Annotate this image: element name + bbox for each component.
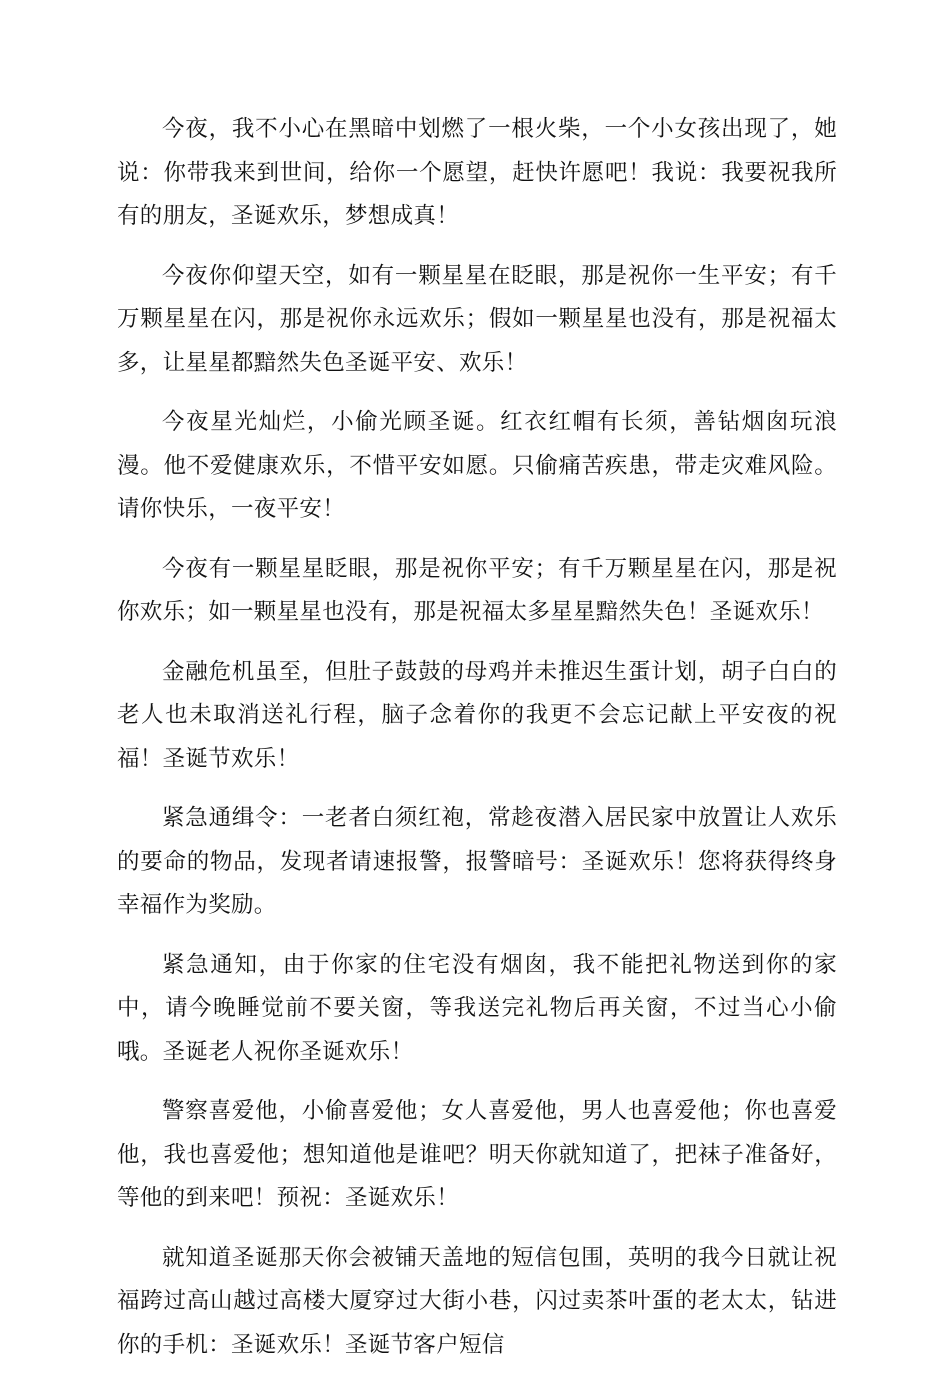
paragraph-9: 就知道圣诞那天你会被铺天盖地的短信包围，英明的我今日就让祝福跨过高山越过高楼大厦穿过大街小巷，闪过卖茶叶蛋的老太太，钻进你的手机：圣诞欢乐！圣诞节客户短信 <box>117 1244 837 1358</box>
paragraph-7: 紧急通知，由于你家的住宅没有烟囱，我不能把礼物送到你的家中，请今晚睡觉前不要关窗，等我送完礼物后再关窗，不过当心小偷哦。圣诞老人祝你圣诞欢乐！ <box>117 951 837 1065</box>
paragraph-6: 紧急通缉令：一老者白须红袍，常趁夜潜入居民家中放置让人欢乐的要命的物品，发现者请速报警，报警暗号：圣诞欢乐！您将获得终身幸福作为奖励。 <box>117 805 837 918</box>
paragraph-1: 今夜，我不小心在黑暗中划燃了一根火柴，一个小女孩出现了，她说：你带我来到世间，给你一个愿望，赶快许愿吧！我说：我要祝我所有的朋友，圣诞欢乐，梦想成真！ <box>117 116 837 229</box>
paragraph-8: 警察喜爱他，小偷喜爱他；女人喜爱他，男人也喜爱他；你也喜爱他，我也喜爱他；想知道他是谁吧？明天你就知道了，把袜子准备好，等他的到来吧！预祝：圣诞欢乐！ <box>117 1098 837 1211</box>
paragraph-3: 今夜星光灿烂，小偷光顾圣诞。红衣红帽有长须，善钻烟囱玩浪漫。他不爱健康欢乐，不惜平安如愿。只偷痛苦疾患，带走灾难风险。请你快乐，一夜平安！ <box>117 409 837 522</box>
paragraph-4: 今夜有一颗星星眨眼，那是祝你平安；有千万颗星星在闪，那是祝你欢乐；如一颗星星也没有，那是祝福太多星星黯然失色！圣诞欢乐！ <box>117 555 837 625</box>
paragraph-2: 今夜你仰望天空，如有一颗星星在眨眼，那是祝你一生平安；有千万颗星星在闪，那是祝你永远欢乐；假如一颗星星也没有，那是祝福太多，让星星都黯然失色圣诞平安、欢乐！ <box>117 262 837 376</box>
paragraph-5: 金融危机虽至，但肚子鼓鼓的母鸡并未推迟生蛋计划，胡子白白的老人也未取消送礼行程，脑子念着你的我更不会忘记献上平安夜的祝福！圣诞节欢乐！ <box>117 658 837 772</box>
document-body <box>117 108 837 1383</box>
